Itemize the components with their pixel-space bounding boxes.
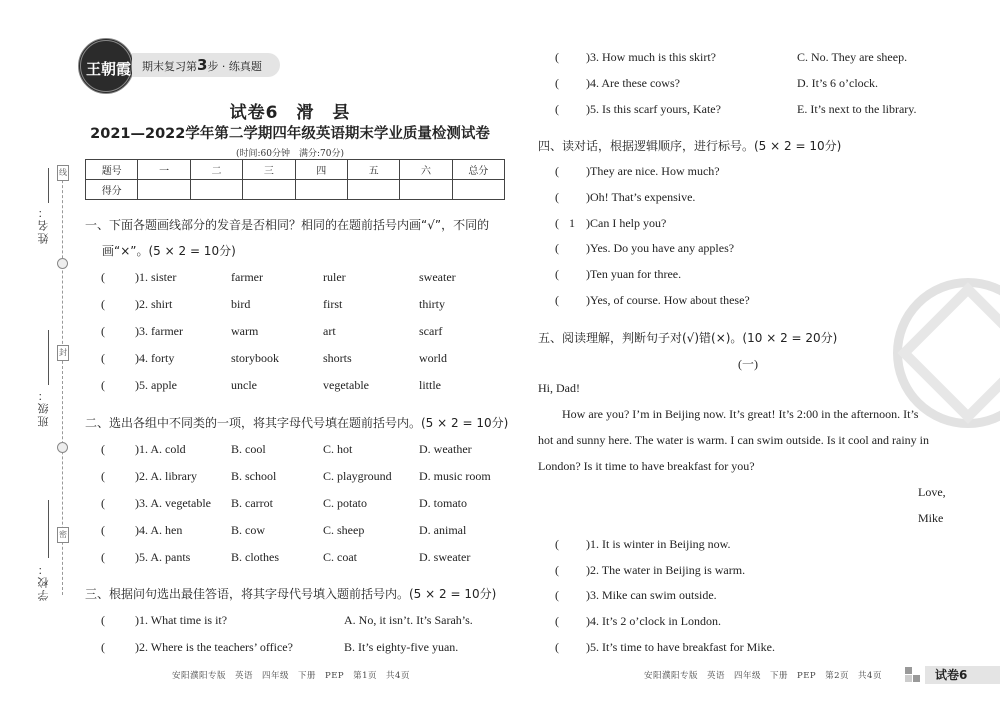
s2-option-d: D. tomato: [419, 496, 467, 510]
s1-word: ruler: [323, 270, 346, 284]
s2-option-b: B. cow: [231, 523, 265, 537]
s4-line: )Can I help you?: [586, 216, 667, 230]
s1-item: )3. farmer: [135, 324, 183, 338]
s3-answer: C. No. They are sheep.: [797, 50, 908, 64]
exam-meta: (时间:60分钟 满分:70分): [236, 149, 344, 159]
s1-item: )2. shirt: [135, 297, 173, 311]
score-input-cell[interactable]: [295, 180, 347, 200]
answer-paren[interactable]: (: [555, 50, 559, 64]
binding-tag: 封: [57, 345, 69, 361]
score-cell: 总分: [452, 160, 504, 180]
s5-statement: )2. The water in Beijing is warm.: [586, 563, 746, 577]
answer-paren[interactable]: (: [101, 351, 105, 365]
s2-option-d: D. weather: [419, 442, 472, 456]
section4-title: 四、读对话，根据逻辑顺序，进行标号。(5 × 2 = 10分): [538, 139, 842, 153]
answer-paren[interactable]: (: [101, 523, 105, 537]
school-line: [48, 500, 49, 558]
name-label: 姓名：: [37, 205, 50, 244]
answer-paren[interactable]: (: [101, 442, 105, 456]
s2-option-b: B. clothes: [231, 550, 279, 564]
answer-paren[interactable]: (: [101, 297, 105, 311]
score-cell: 题号: [86, 160, 138, 180]
answer-paren[interactable]: (: [555, 102, 559, 116]
name-line: [48, 168, 49, 203]
s2-option-a: )3. A. vegetable: [135, 496, 211, 510]
s2-option-c: C. potato: [323, 496, 367, 510]
answer-paren[interactable]: (: [555, 76, 559, 90]
binding-tag: 密: [57, 527, 69, 543]
answer-paren[interactable]: (: [555, 190, 559, 204]
section5-part: (一): [738, 357, 758, 371]
s2-option-d: D. music room: [419, 469, 491, 483]
s5-statement: )1. It is winter in Beijing now.: [586, 537, 731, 551]
s2-option-d: D. animal: [419, 523, 467, 537]
s2-option-a: )1. A. cold: [135, 442, 186, 456]
step-number: 3: [197, 56, 208, 74]
footer-right: 安阳濮阳专版 英语 四年级 下册 PEP 第2页 共4页: [644, 671, 882, 681]
score-header-row: [86, 160, 505, 180]
section1-title-cont: 画“×”。(5 × 2 = 10分): [102, 244, 236, 258]
school-label: 学校：: [37, 562, 50, 601]
s2-option-d: D. sweater: [419, 550, 471, 564]
binding-strip: [0, 0, 75, 708]
score-cell: 六: [400, 160, 452, 180]
s1-word: storybook: [231, 351, 279, 365]
score-cell: 三: [243, 160, 295, 180]
binding-hole: [57, 258, 68, 269]
s3-question: )2. Where is the teachers’ office?: [135, 640, 293, 654]
answer-paren[interactable]: (: [101, 550, 105, 564]
letter-greeting: Hi, Dad!: [538, 381, 580, 395]
answer-paren[interactable]: (: [555, 216, 559, 230]
letter-line: How are you? I’m in Beijing now. It’s great! It’s 2:00 in the afternoon. It’s: [562, 407, 919, 421]
s2-option-a: )2. A. library: [135, 469, 197, 483]
score-input-cell[interactable]: [190, 180, 242, 200]
s2-option-a: )5. A. pants: [135, 550, 191, 564]
s2-option-c: C. coat: [323, 550, 357, 564]
step-suffix: 步 · 练真题: [207, 60, 262, 73]
binding-tag: 线: [57, 165, 69, 181]
score-value-row: [86, 180, 505, 200]
s4-line: )They are nice. How much?: [586, 164, 720, 178]
answer-paren[interactable]: (: [101, 378, 105, 392]
s3-question: )1. What time is it?: [135, 613, 228, 627]
letter-line: hot and sunny here. The water is warm. I can swim outside. Is it cool and rainy in: [538, 433, 930, 447]
s2-option-b: B. cool: [231, 442, 266, 456]
answer-paren[interactable]: (: [101, 613, 105, 627]
step-prefix: 期末复习第: [142, 60, 197, 73]
score-cell: 得分: [86, 180, 138, 200]
step-banner: [132, 53, 280, 77]
s1-word: thirty: [419, 297, 445, 311]
s3-answer: D. It’s 6 o’clock.: [797, 76, 878, 90]
score-cell: 一: [138, 160, 190, 180]
answer-paren[interactable]: (: [101, 496, 105, 510]
score-input-cell[interactable]: [243, 180, 295, 200]
section2-title: 二、选出各组中不同类的一项，将其字母代号填在题前括号内。(5 × 2 = 10分): [85, 416, 509, 430]
s1-word: art: [323, 324, 336, 338]
answer-paren[interactable]: (: [101, 469, 105, 483]
s1-word: vegetable: [323, 378, 369, 392]
s1-word: world: [419, 351, 447, 365]
binding-hole: [57, 442, 68, 453]
answer-paren[interactable]: (: [101, 324, 105, 338]
s3-answer: A. No, it isn’t. It’s Sarah’s.: [344, 613, 473, 627]
letter-line: London? Is it time to have breakfast for you?: [538, 459, 755, 473]
answer-paren[interactable]: (: [555, 537, 559, 551]
class-label: 班级：: [37, 388, 50, 427]
s4-line: )Oh! That’s expensive.: [586, 190, 696, 204]
score-cell: 二: [190, 160, 242, 180]
s1-word: uncle: [231, 378, 257, 392]
section1-title: 一、下面各题画线部分的发音是否相同？相同的在题前括号内画“√”，不同的: [85, 218, 490, 232]
answer-paren[interactable]: (: [555, 563, 559, 577]
brand-logo-text: 王朝霞: [86, 60, 132, 78]
s1-word: sweater: [419, 270, 456, 284]
answer-paren[interactable]: (: [101, 270, 105, 284]
s2-option-c: C. sheep: [323, 523, 365, 537]
answer-paren[interactable]: (: [101, 640, 105, 654]
s1-item: )4. forty: [135, 351, 175, 365]
answer-paren[interactable]: (: [555, 640, 559, 654]
s4-mark: 1: [569, 216, 575, 230]
score-input-cell[interactable]: [347, 180, 399, 200]
page-tag-icon: [905, 667, 921, 683]
answer-paren[interactable]: (: [555, 241, 559, 255]
s2-option-c: C. playground: [323, 469, 392, 483]
paper-title: 试卷6 滑 县: [229, 103, 351, 123]
s1-word: bird: [231, 297, 251, 311]
s1-item: )1. sister: [135, 270, 177, 284]
letter-closing: Love,: [918, 485, 946, 499]
s2-option-c: C. hot: [323, 442, 353, 456]
s4-line: )Ten yuan for three.: [586, 267, 682, 281]
s1-word: first: [323, 297, 343, 311]
s3-question: )3. How much is this skirt?: [586, 50, 716, 64]
s1-word: warm: [231, 324, 259, 338]
s3-question: )5. Is this scarf yours, Kate?: [586, 102, 721, 116]
answer-paren[interactable]: (: [555, 293, 559, 307]
answer-paren[interactable]: (: [555, 164, 559, 178]
answer-paren[interactable]: (: [555, 267, 559, 281]
score-input-cell[interactable]: [400, 180, 452, 200]
s4-line: )Yes. Do you have any apples?: [586, 241, 735, 255]
page-tag: 试卷6: [925, 666, 1000, 684]
s2-option-b: B. school: [231, 469, 277, 483]
letter-signature: Mike: [918, 511, 944, 525]
class-line: [48, 330, 49, 385]
score-cell: 四: [295, 160, 347, 180]
score-table: [85, 159, 505, 200]
score-cell: 五: [347, 160, 399, 180]
answer-paren[interactable]: (: [555, 614, 559, 628]
section3-title: 三、根据问句选出最佳答语，将其字母代号填入题前括号内。(5 × 2 = 10分): [85, 587, 497, 601]
s5-statement: )5. It’s time to have breakfast for Mike.: [586, 640, 775, 654]
s5-statement: )3. Mike can swim outside.: [586, 588, 717, 602]
s3-answer: E. It’s next to the library.: [797, 102, 917, 116]
footer-left: 安阳濮阳专版 英语 四年级 下册 PEP 第1页 共4页: [172, 671, 410, 681]
score-input-cell[interactable]: [452, 180, 504, 200]
s2-option-a: )4. A. hen: [135, 523, 183, 537]
section5-title: 五、阅读理解，判断句子对(√)错(×)。(10 × 2 = 20分): [538, 331, 838, 345]
s1-word: scarf: [419, 324, 443, 338]
s4-line: )Yes, of course. How about these?: [586, 293, 750, 307]
s1-word: shorts: [323, 351, 352, 365]
score-input-cell[interactable]: [138, 180, 190, 200]
s1-item: )5. apple: [135, 378, 177, 392]
exam-title: 2021—2022学年第二学期四年级英语期末学业质量检测试卷: [90, 126, 490, 142]
s1-word: little: [419, 378, 441, 392]
s5-statement: )4. It’s 2 o’clock in London.: [586, 614, 721, 628]
answer-paren[interactable]: (: [555, 588, 559, 602]
s2-option-b: B. carrot: [231, 496, 273, 510]
s3-answer: B. It’s eighty-five yuan.: [344, 640, 459, 654]
s1-word: farmer: [231, 270, 263, 284]
s3-question: )4. Are these cows?: [586, 76, 680, 90]
